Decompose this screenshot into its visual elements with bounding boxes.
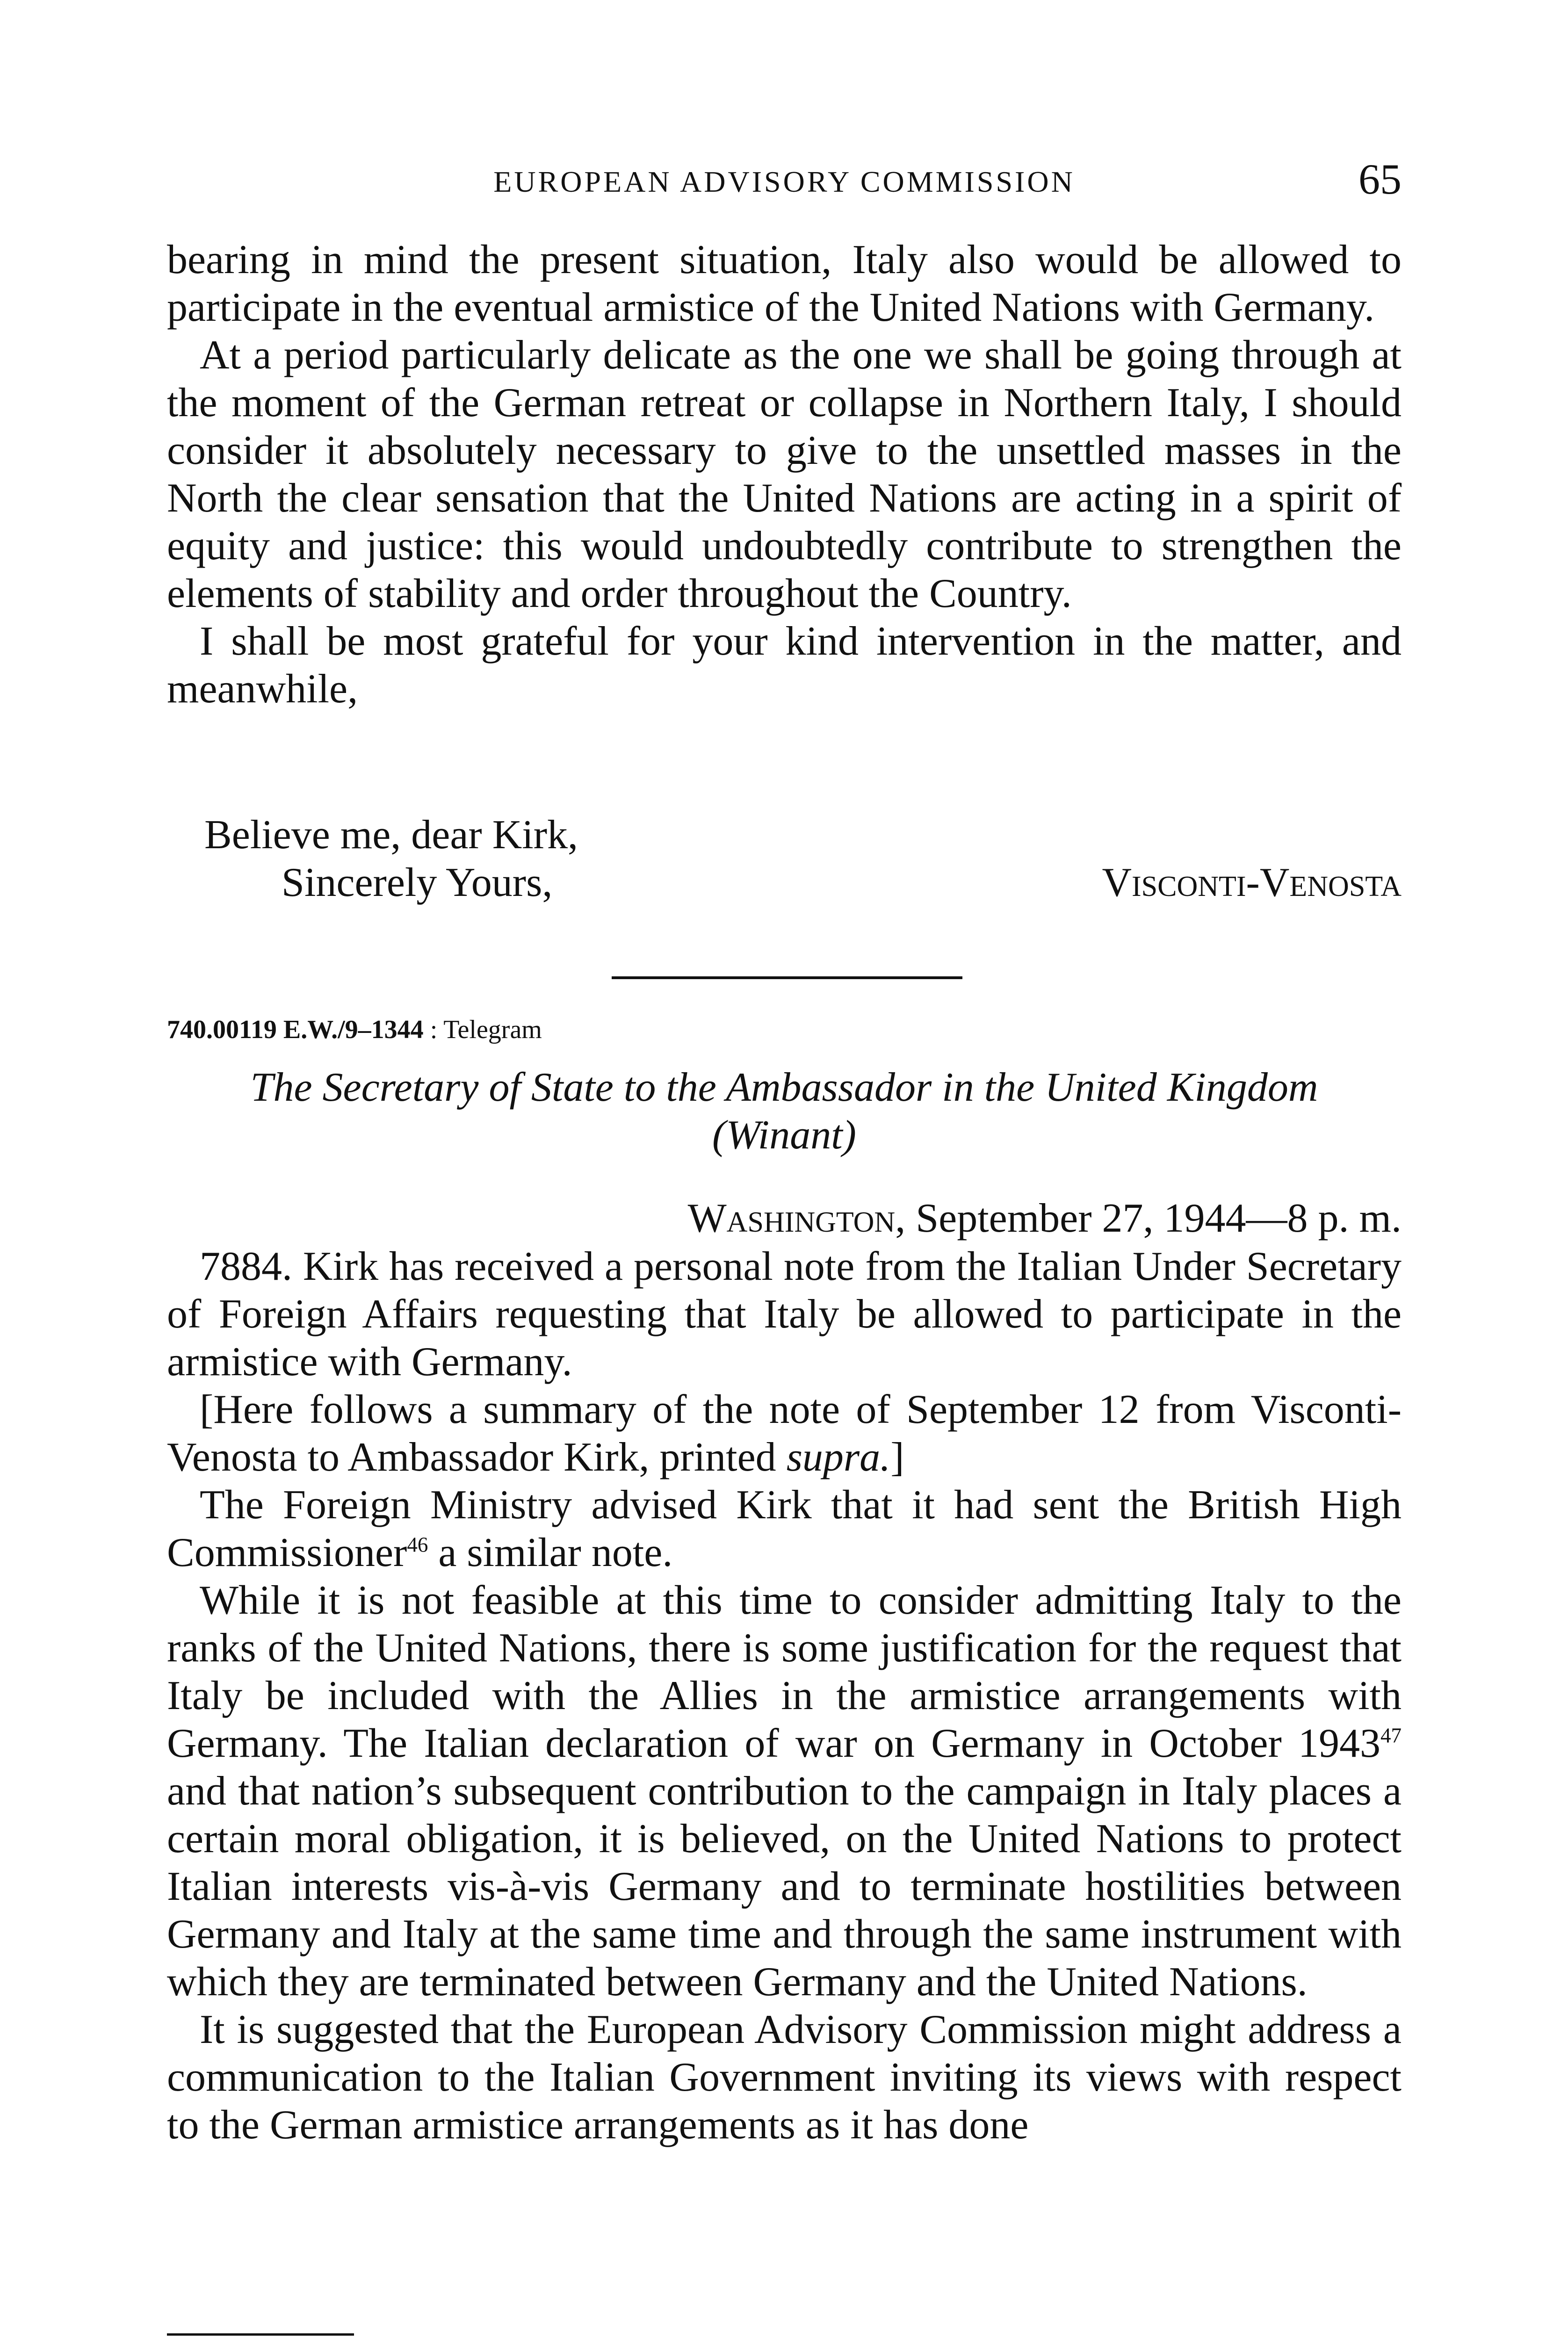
supra-ref: supra. [786,1435,891,1480]
letter-paragraph-2: At a period particularly delicate as the one we shall be going through at the moment of the German retreat or collapse in Northern Italy, I should consider it absolutely necessary to give to the unsettled masses in the North the clear sensation that the United Nations are acting in a spirit of equity and justice: this would undoubtedly contribute to strengthen the elements of stability and order throughout the Country. [167,332,1402,616]
telegram-paragraph-2: [Here follows a summary of the note of September 12 from Visconti-Venosta to Ambassador Kirk, printed supra.] [167,1387,1402,1480]
footnote-ref-47[interactable]: 47 [1380,1724,1402,1747]
telegram-paragraph-3: The Foreign Ministry advised Kirk that it had sent the British High Commissioner$^{46}$ a similar note. [167,1482,1402,1575]
page-number: 65 [1358,155,1402,203]
running-title: EUROPEAN ADVISORY COMMISSION [493,165,1075,198]
telegram-paragraph-5: It is suggested that the European Advisory Commission might address a communication to the Italian Government inviting its views with respect to the German armistice arrangements as it has done [167,2007,1402,2148]
closing-valediction: Sincerely Yours, [282,860,553,905]
file-number: 740.00119 E.W./9–1344 [167,1015,424,1044]
telegram-paragraph-1: 7884. Kirk has received a personal note from the Italian Under Secretary of Foreign Affairs requesting that Italy be allowed to participate in the armistice with Germany. [167,1244,1402,1385]
file-type: : Telegram [430,1015,542,1044]
letter-paragraph-3: I shall be most grateful for your kind intervention in the matter, and meanwhile, [167,619,1402,712]
file-reference [167,1015,1402,1045]
footnote-divider [167,2333,354,2336]
telegram-body [167,1243,1402,2149]
dateline-date: September 27, 1944—8 p. m. [916,1196,1402,1241]
letter-body [167,236,1402,713]
closing-line [167,859,1402,907]
letter-paragraph-1: bearing in mind the present situation, Italy also would be allowed to participate in the eventual armistice of the United Nations with Germany. [167,237,1402,330]
letter-closing [167,811,1402,907]
signature: Visconti-Venosta [1102,860,1402,905]
heading-line-2: (Winant) [712,1112,856,1158]
telegram-paragraph-4: While it is not feasible at this time to consider admitting Italy to the ranks of the United Nations, there is some justification for the request that Italy be included with the Allies in the armistice arrangements with Germany. The Italian declaration of war on Germany in October 1943$^{47}$ and that nation’s subsequent contribution to the campaign in Italy places a certain moral obligation, it is believed, on the United Nations to protect Italian interests vis-à-vis Germany and to terminate hostilities between Germany and Italy at the same time and through the same instrument with which they are terminated between Germany and the United Nations. [167,1578,1402,2005]
running-header [167,154,1402,210]
dateline-place: Washington, [687,1196,906,1241]
heading-line-1: The Secretary of State to the Ambassador in the United Kingdom [250,1065,1318,1110]
section-divider [612,976,962,979]
footnote-ref-46[interactable]: 46 [407,1533,428,1557]
dateline [167,1195,1402,1242]
closing-salutation: Believe me, dear Kirk, [204,812,578,858]
document-heading [167,1064,1402,1159]
